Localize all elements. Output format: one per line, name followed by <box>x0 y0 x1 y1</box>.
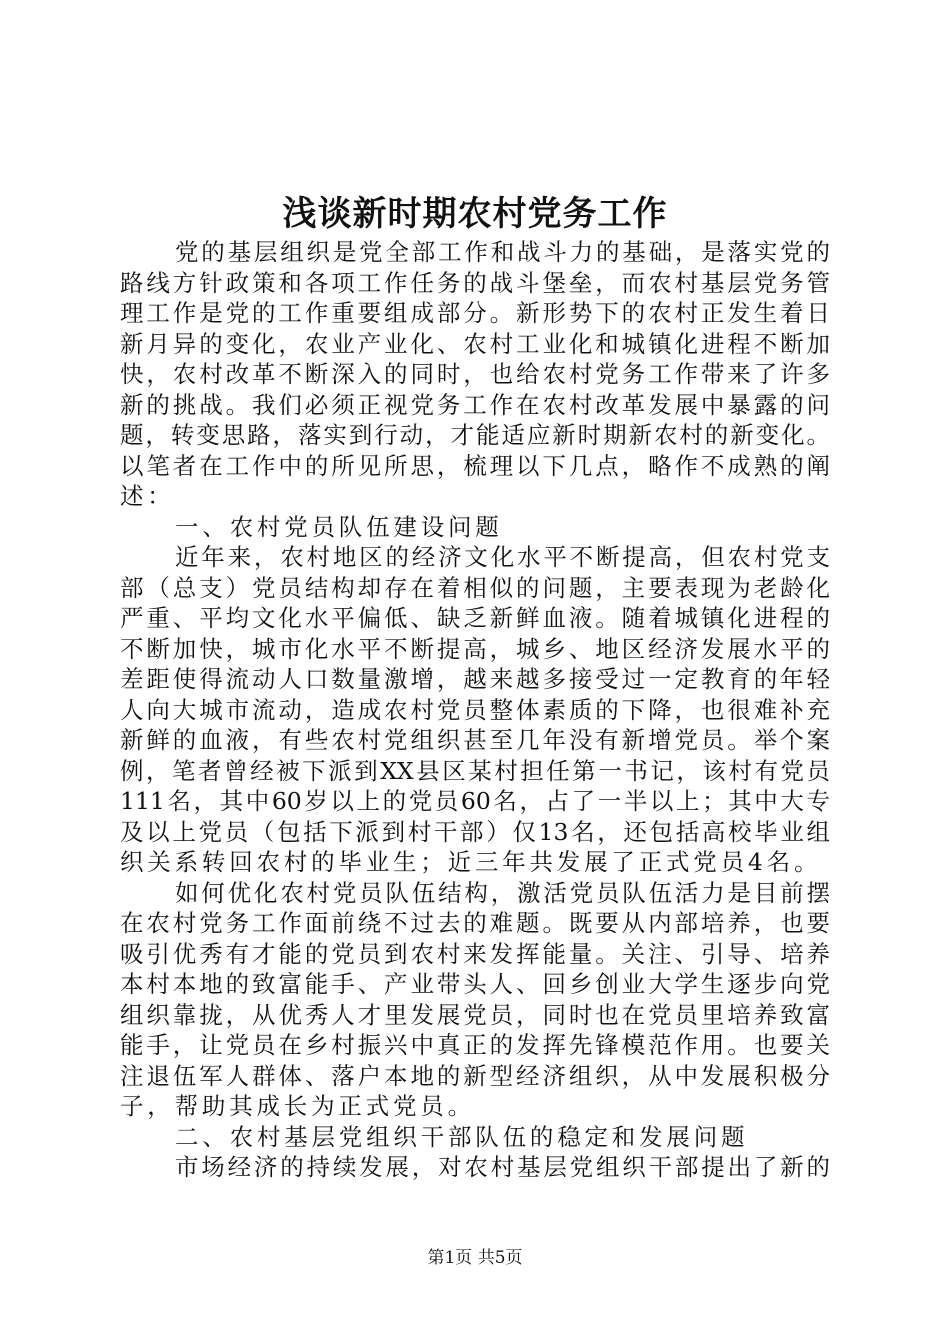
text-line: 如何优化农村党员队伍结构，激活党员队伍活力是目前摆 <box>175 878 830 907</box>
text-line: 以笔者在工作中的所见所思，梳理以下几点，略作不成熟的阐 <box>120 451 830 480</box>
text-line: 不断加快，城市化水平不断提高，城乡、地区经济发展水平的 <box>120 634 830 663</box>
text-line: 近年来，农村地区的经济文化水平不断提高，但农村党支 <box>175 543 830 571</box>
text-line: 路线方针政策和各项工作任务的战斗堡垒，而农村基层党务管 <box>120 268 830 297</box>
text-line: 严重、平均文化水平偏低、缺乏新鲜血液。随着城镇化进程的 <box>120 604 830 632</box>
text-line: 差距使得流动人口数量激增，越来越多接受过一定教育的年轻 <box>120 665 830 693</box>
text-line: 111名，其中60岁以上的党员60名，占了一半以上；其中大专 <box>120 787 830 815</box>
text-line: 本村本地的致富能手、产业带头人、回乡创业大学生逐步向党 <box>120 970 830 998</box>
text-line: 新鲜的血液，有些农村党组织甚至几年没有新增党员。举个案 <box>120 726 830 754</box>
text-line: 及以上党员（包括下派到村干部）仅13名，还包括高校毕业组 <box>120 817 830 846</box>
text-line: 新的挑战。我们必须正视党务工作在农村改革发展中暴露的问 <box>120 390 830 419</box>
text-line: 织关系转回农村的毕业生；近三年共发展了正式党员4名。 <box>120 848 822 876</box>
text-line: 在农村党务工作面前绕不过去的难题。既要从内部培养，也要 <box>120 909 830 937</box>
text-line: 党的基层组织是党全部工作和战斗力的基础，是落实党的 <box>175 238 830 266</box>
text-line: 题，转变思路，落实到行动，才能适应新时期新农村的新变化。 <box>120 421 830 449</box>
text-line: 快，农村改革不断深入的同时，也给农村党务工作带来了许多 <box>120 360 830 388</box>
text-line: 新月异的变化，农业产业化、农村工业化和城镇化进程不断加 <box>120 329 830 358</box>
text-line: 能手，让党员在乡村振兴中真正的发挥先锋模范作用。也要关 <box>120 1031 830 1059</box>
text-line: 理工作是党的工作重要组成部分。新形势下的农村正发生着日 <box>120 299 830 327</box>
text-line: 例，笔者曾经被下派到XX县区某村担任第一书记，该村有党员 <box>120 756 830 785</box>
text-line: 吸引优秀有才能的党员到农村来发挥能量。关注、引导、培养 <box>120 939 830 968</box>
text-line: 注退伍军人群体、落户本地的新型经济组织，从中发展积极分 <box>120 1061 830 1090</box>
text-line: 人向大城市流动，造成农村党员整体素质的下降，也很难补充 <box>120 695 830 724</box>
text-line: 述： <box>120 482 175 510</box>
document-title: 浅谈新时期农村党务工作 <box>282 194 668 234</box>
text-line: 一、农村党员队伍建设问题 <box>175 512 503 541</box>
text-line: 市场经济的持续发展，对农村基层党组织干部提出了新的 <box>175 1153 830 1181</box>
text-line: 子，帮助其成长为正式党员。 <box>120 1092 475 1120</box>
text-line: 部（总支）党员结构却存在着相似的问题，主要表现为老龄化 <box>120 573 830 602</box>
page-footer: 第1页 共5页 <box>427 1248 523 1268</box>
text-line: 二、农村基层党组织干部队伍的稳定和发展问题 <box>175 1122 749 1151</box>
text-line: 组织靠拢，从优秀人才里发展党员，同时也在党员里培养致富 <box>120 1000 830 1029</box>
